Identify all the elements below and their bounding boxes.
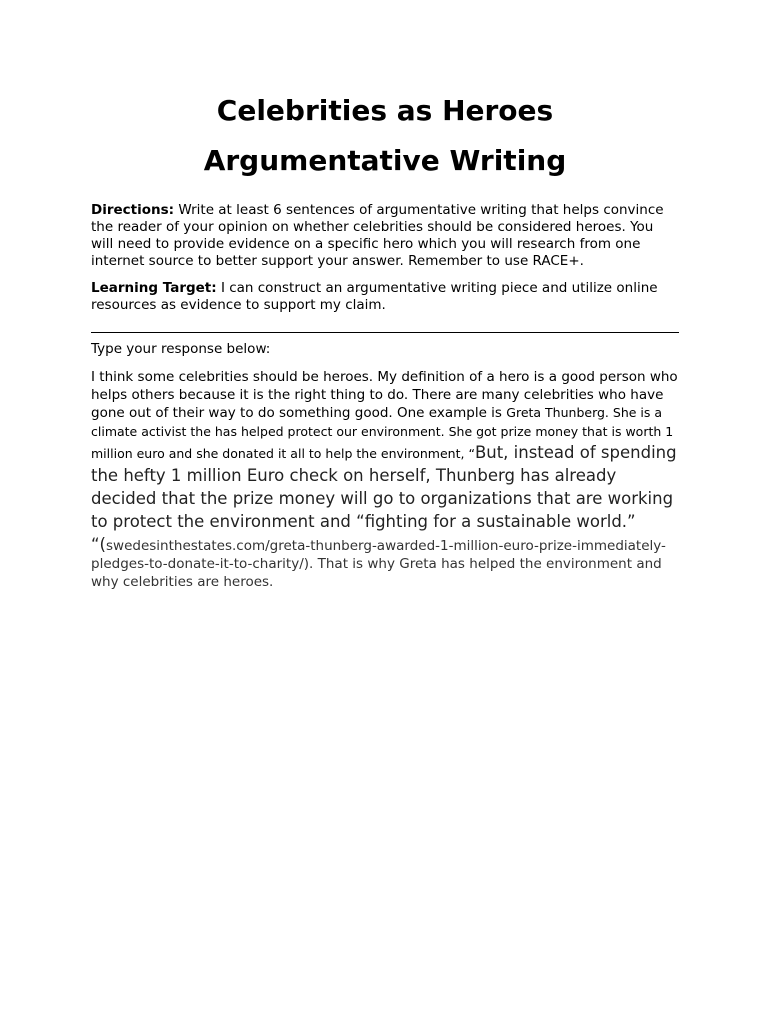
learning-target-paragraph: [91, 280, 679, 314]
response-source-url: swedesinthestates.com/greta-thunberg-awarded-1-million-euro-prize-immediately-pledges-to-donate-it-to-charity/: [91, 538, 666, 572]
response-hero-name: Greta Thunberg.: [506, 405, 609, 420]
response-quote: But, instead of spending the hefty 1 million Euro check on herself, Thunberg has already decided that the prize money will go to organizations that are working to protect the environment and “fighting for a sustainable world.” “(: [91, 443, 677, 554]
title-line-1: Celebrities as Heroes: [216, 94, 554, 127]
directions-paragraph: [91, 202, 679, 270]
student-response[interactable]: [91, 369, 679, 591]
document-page: [91, 86, 679, 605]
directions-label: Directions:: [91, 202, 175, 218]
response-conclusion: ). That is why Greta has helped the environment and why celebrities are heroes.: [91, 556, 662, 590]
learning-target-text: I can construct an argumentative writing piece and utilize online resources as evidence to support my claim.: [91, 280, 658, 313]
response-intro: I think some celebrities should be heroes. My definition of a hero is a good person who helps others because it is the right thing to do. There are many celebrities who have gone out of their way to do something good. One example is: [91, 369, 678, 421]
directions-text: Write at least 6 sentences of argumentative writing that helps convince the reader of your opinion on whether celebrities should be considered heroes. You will need to provide evidence on a specific hero which you will research from one internet source to better support your answer. Remember to use RACE+.: [91, 202, 664, 269]
learning-target-label: Learning Target:: [91, 280, 217, 296]
response-middle: She is a climate activist the has helped protect our environment. She got prize money that is worth 1 million euro and she donated it all to help the environment, “: [91, 405, 674, 461]
response-divider: [91, 332, 679, 333]
response-prompt: Type your response below:: [91, 341, 271, 357]
title-line-2: Argumentative Writing: [203, 144, 567, 177]
